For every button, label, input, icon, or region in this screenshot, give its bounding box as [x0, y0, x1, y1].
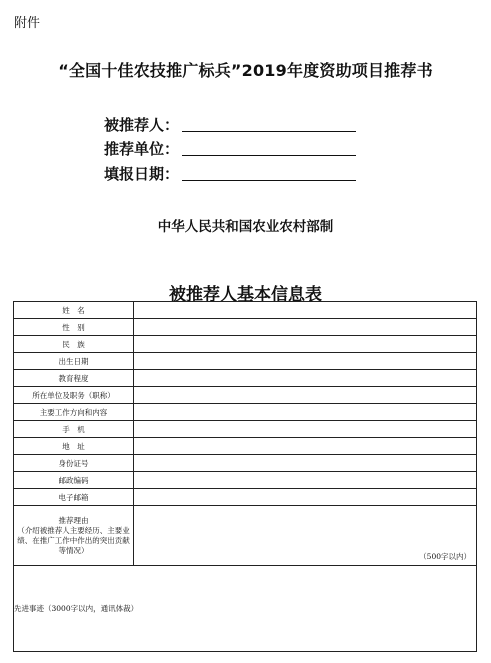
fill-date-line[interactable]: [182, 180, 356, 181]
row-label-unit-position: 所在单位及职务（职称）: [14, 387, 134, 404]
table-row: [14, 421, 477, 438]
table-row: [14, 489, 477, 506]
row-value-id-number[interactable]: [134, 455, 477, 472]
document-title: “全国十佳农技推广标兵”2019年度资助项目推荐书: [58, 61, 433, 80]
row-value-email[interactable]: [134, 489, 477, 506]
table-row: [14, 438, 477, 455]
row-value-name[interactable]: [134, 302, 477, 319]
row-value-birth-date[interactable]: [134, 353, 477, 370]
reason-title: 推荐理由: [58, 515, 89, 525]
table-row: [14, 472, 477, 489]
nominee-field[interactable]: [104, 114, 179, 135]
table-row: [14, 404, 477, 421]
recommending-unit-field[interactable]: [104, 138, 179, 159]
table-row: [14, 336, 477, 353]
deeds-cell[interactable]: [14, 566, 477, 652]
row-value-address[interactable]: [134, 438, 477, 455]
fill-date-label: 填报日期：: [104, 165, 180, 183]
row-value-unit-position[interactable]: [134, 387, 477, 404]
recommending-unit-label: 推荐单位：: [104, 140, 180, 158]
row-label-email: 电子邮箱: [14, 489, 134, 506]
table-row: [14, 506, 477, 566]
reason-word-limit: （500字以内）: [419, 552, 471, 561]
row-label-mobile: 手 机: [14, 421, 134, 438]
attachment-label: 附件: [14, 16, 41, 31]
table-title: 被推荐人基本信息表: [169, 285, 322, 305]
row-label-id-number: 身份证号: [14, 455, 134, 472]
table-row: [14, 370, 477, 387]
row-label-birth-date: 出生日期: [14, 353, 134, 370]
deeds-label: 先进事迹（3000字以内，通讯体裁）: [14, 604, 139, 613]
table-row: [14, 387, 477, 404]
row-label-work-direction: 主要工作方向和内容: [14, 404, 134, 421]
row-label-postal-code: 邮政编码: [14, 472, 134, 489]
reason-value[interactable]: [134, 506, 477, 566]
table-row: [14, 353, 477, 370]
row-label-address: 地 址: [14, 438, 134, 455]
table-row: [14, 566, 477, 652]
table-row: [14, 455, 477, 472]
row-value-ethnicity[interactable]: [134, 336, 477, 353]
nominee-info-table: [13, 301, 477, 652]
issuing-organization: 中华人民共和国农业农村部制: [157, 219, 334, 235]
recommending-unit-line[interactable]: [182, 155, 356, 156]
reason-label-cell: [14, 506, 134, 566]
row-value-education[interactable]: [134, 370, 477, 387]
table-row: [14, 319, 477, 336]
row-value-postal-code[interactable]: [134, 472, 477, 489]
reason-description: （介绍被推荐人主要经历、主要业绩、在推广工作中作出的突出贡献等情况）: [17, 525, 130, 555]
row-value-work-direction[interactable]: [134, 404, 477, 421]
row-label-name: 姓 名: [14, 302, 134, 319]
row-label-gender: 性 别: [14, 319, 134, 336]
row-label-education: 教育程度: [14, 370, 134, 387]
nominee-line[interactable]: [182, 131, 356, 132]
fill-date-field[interactable]: [104, 163, 179, 184]
nominee-label: 被推荐人：: [104, 116, 180, 134]
row-value-gender[interactable]: [134, 319, 477, 336]
row-value-mobile[interactable]: [134, 421, 477, 438]
row-label-ethnicity: 民 族: [14, 336, 134, 353]
table-row: [14, 302, 477, 319]
